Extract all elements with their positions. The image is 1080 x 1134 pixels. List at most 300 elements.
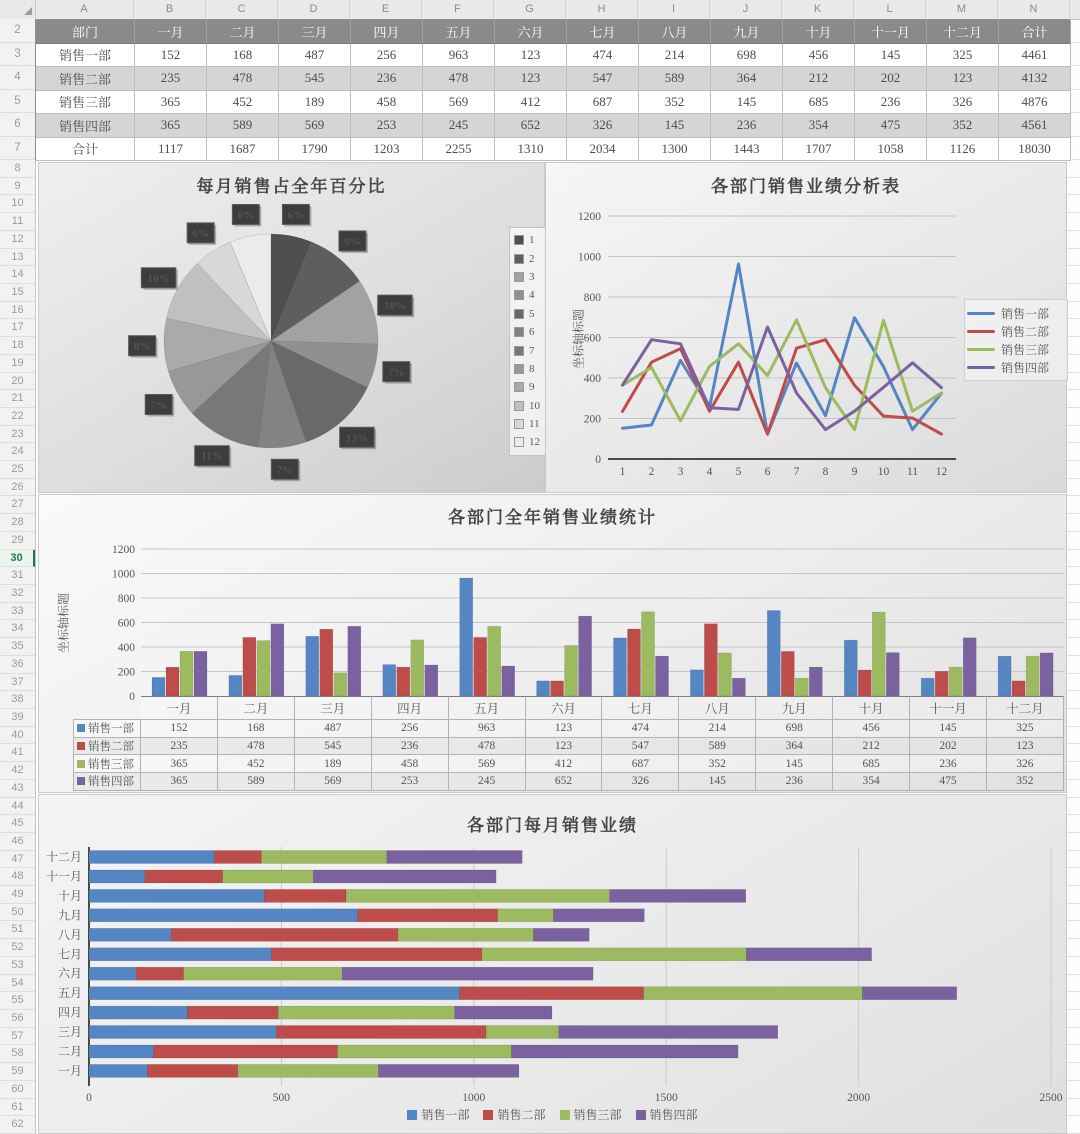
row-header-29[interactable]: 29 [0,532,35,550]
table-cell-dept[interactable]: 销售三部 [36,91,135,115]
row-header-28[interactable]: 28 [0,514,35,532]
value-cell[interactable]: 569 [449,755,526,773]
bar-销售二部-八月[interactable] [704,624,717,696]
stack-销售一部-九月[interactable] [89,909,358,922]
table-cell[interactable]: 1707 [783,138,855,162]
stack-销售一部-十月[interactable] [89,889,265,902]
legend-item[interactable] [967,340,1065,358]
table-header-cell[interactable]: 十月 [783,20,855,44]
stack-销售二部-一月[interactable] [148,1064,238,1077]
value-cell[interactable]: 547 [602,738,679,756]
table-cell[interactable]: 545 [279,67,351,91]
table-cell[interactable]: 1310 [495,138,567,162]
table-cell[interactable]: 326 [567,114,639,138]
bar-销售一部-六月[interactable] [537,681,550,696]
table-cell[interactable]: 236 [855,91,927,115]
bar-销售四部-八月[interactable] [732,678,745,696]
table-cell[interactable]: 145 [855,44,927,68]
table-header-cell[interactable]: 九月 [711,20,783,44]
value-cell[interactable]: 545 [295,738,372,756]
stack-销售二部-九月[interactable] [358,909,498,922]
bar-销售三部-八月[interactable] [718,653,731,696]
row-header-17[interactable]: 17 [0,319,35,337]
series-key-cell[interactable] [73,773,141,791]
table-header-cell[interactable]: 四月 [351,20,423,44]
table-cell[interactable]: 352 [639,91,711,115]
row-header-26[interactable]: 26 [0,479,35,497]
column-header-F[interactable]: F [422,0,494,18]
value-cell[interactable]: 364 [756,738,833,756]
table-cell[interactable]: 168 [207,44,279,68]
stack-销售四部-五月[interactable] [862,987,956,1000]
row-header-61[interactable]: 61 [0,1099,35,1117]
bar-chart[interactable] [38,494,1067,793]
row-header-9[interactable]: 9 [0,178,35,196]
value-cell[interactable]: 354 [833,773,910,791]
column-header-L[interactable]: L [854,0,926,18]
stack-销售二部-六月[interactable] [136,967,183,980]
bar-销售三部-十一月[interactable] [949,667,962,696]
stack-销售三部-五月[interactable] [644,987,863,1000]
row-header-43[interactable]: 43 [0,780,35,798]
row-header-57[interactable]: 57 [0,1028,35,1046]
table-cell[interactable]: 123 [495,67,567,91]
stack-销售二部-七月[interactable] [271,948,482,961]
legend-item[interactable] [967,322,1065,340]
value-cell[interactable]: 569 [295,773,372,791]
series-key-cell[interactable] [73,738,141,756]
stack-销售四部-七月[interactable] [746,948,871,961]
table-cell[interactable]: 235 [135,67,207,91]
table-cell[interactable]: 569 [279,114,351,138]
column-header-H[interactable]: H [566,0,638,18]
bar-销售四部-十二月[interactable] [1040,653,1053,696]
row-header-25[interactable]: 25 [0,461,35,479]
stack-销售三部-十二月[interactable] [261,851,386,864]
table-cell[interactable]: 1300 [639,138,711,162]
bar-销售二部-六月[interactable] [551,681,564,696]
table-cell[interactable]: 1443 [711,138,783,162]
series-key-cell[interactable] [73,720,141,738]
table-cell[interactable]: 354 [783,114,855,138]
stack-销售二部-五月[interactable] [460,987,644,1000]
table-header-cell[interactable]: 七月 [567,20,639,44]
table-cell[interactable]: 685 [783,91,855,115]
bar-销售二部-三月[interactable] [320,629,333,696]
row-header-14[interactable]: 14 [0,266,35,284]
row-header-52[interactable]: 52 [0,939,35,957]
bar-销售三部-五月[interactable] [488,626,501,696]
bar-销售三部-四月[interactable] [411,640,424,696]
row-header-39[interactable]: 39 [0,709,35,727]
value-cell[interactable]: 478 [218,738,295,756]
table-cell[interactable]: 1126 [927,138,999,162]
stack-销售四部-九月[interactable] [554,909,645,922]
table-cell-dept[interactable]: 销售一部 [36,44,135,68]
category-cell[interactable]: 一月 [141,696,218,720]
legend-item[interactable] [636,1106,698,1123]
table-cell[interactable]: 487 [279,44,351,68]
stack-销售三部-八月[interactable] [398,928,533,941]
bar-销售一部-一月[interactable] [152,677,165,696]
row-header-59[interactable]: 59 [0,1063,35,1081]
legend-item-3[interactable] [514,268,546,286]
row-header-7[interactable]: 7 [0,137,35,161]
value-cell[interactable]: 123 [987,738,1064,756]
stack-销售一部-七月[interactable] [89,948,271,961]
legend-item-4[interactable] [514,286,546,304]
legend-item[interactable] [407,1106,469,1123]
table-cell[interactable]: 478 [207,67,279,91]
stack-销售三部-十一月[interactable] [223,870,314,883]
stack-销售四部-十二月[interactable] [387,851,522,864]
column-header-K[interactable]: K [782,0,854,18]
stack-销售一部-八月[interactable] [89,928,171,941]
category-cell[interactable]: 二月 [218,696,295,720]
table-cell[interactable]: 456 [783,44,855,68]
row-header-36[interactable]: 36 [0,656,35,674]
legend-item-12[interactable] [514,433,546,451]
stacked-bar-chart[interactable] [38,794,1067,1134]
stack-销售二部-四月[interactable] [188,1006,279,1019]
value-cell[interactable]: 236 [910,755,987,773]
table-cell[interactable]: 256 [351,44,423,68]
stack-销售一部-二月[interactable] [89,1045,154,1058]
table-cell[interactable]: 364 [711,67,783,91]
stack-销售四部-一月[interactable] [378,1064,519,1077]
stack-销售四部-十一月[interactable] [313,870,496,883]
legend-item[interactable] [967,304,1065,322]
bar-销售一部-十月[interactable] [844,640,857,696]
table-cell[interactable]: 214 [639,44,711,68]
row-header-56[interactable]: 56 [0,1010,35,1028]
bar-销售一部-九月[interactable] [767,611,780,697]
bar-销售二部-十月[interactable] [858,670,871,696]
table-cell[interactable]: 478 [423,67,495,91]
column-header-A[interactable]: A [35,0,134,18]
value-cell[interactable]: 412 [526,755,603,773]
stack-销售一部-四月[interactable] [89,1006,188,1019]
table-cell[interactable]: 474 [567,44,639,68]
row-header-6[interactable]: 6 [0,113,35,137]
stack-销售三部-四月[interactable] [278,1006,454,1019]
value-cell[interactable]: 456 [833,720,910,738]
value-cell[interactable]: 145 [910,720,987,738]
table-cell[interactable]: 352 [927,114,999,138]
table-cell[interactable]: 687 [567,91,639,115]
row-header-5[interactable]: 5 [0,90,35,114]
bar-销售二部-九月[interactable] [781,651,794,696]
line-chart[interactable] [545,162,1067,493]
value-cell[interactable]: 152 [141,720,218,738]
table-cell[interactable]: 145 [639,114,711,138]
legend-item-8[interactable] [514,360,546,378]
bar-销售一部-三月[interactable] [306,636,319,696]
table-header-cell[interactable]: 十二月 [927,20,999,44]
value-cell[interactable]: 698 [756,720,833,738]
column-header-B[interactable]: B [134,0,206,18]
table-cell[interactable]: 1790 [279,138,351,162]
table-cell[interactable]: 326 [927,91,999,115]
value-cell[interactable]: 145 [679,773,756,791]
table-header-cell[interactable]: 十一月 [855,20,927,44]
row-header-42[interactable]: 42 [0,762,35,780]
table-cell-total[interactable]: 4876 [999,91,1071,115]
value-cell[interactable]: 245 [449,773,526,791]
row-header-53[interactable]: 53 [0,957,35,975]
value-cell[interactable]: 253 [372,773,449,791]
row-header-46[interactable]: 46 [0,833,35,851]
table-header-cell[interactable]: 二月 [207,20,279,44]
column-header-C[interactable]: C [206,0,278,18]
stack-销售三部-九月[interactable] [498,909,554,922]
column-header-J[interactable]: J [710,0,782,18]
table-cell[interactable]: 152 [135,44,207,68]
bar-销售四部-十月[interactable] [886,653,899,696]
row-header-33[interactable]: 33 [0,603,35,621]
value-cell[interactable]: 325 [987,720,1064,738]
row-header-58[interactable]: 58 [0,1045,35,1063]
row-header-51[interactable]: 51 [0,921,35,939]
row-header-31[interactable]: 31 [0,567,35,585]
table-cell[interactable]: 475 [855,114,927,138]
category-cell[interactable]: 十二月 [987,696,1064,720]
row-header-19[interactable]: 19 [0,355,35,373]
stack-销售二部-二月[interactable] [154,1045,338,1058]
row-header-55[interactable]: 55 [0,992,35,1010]
bar-销售四部-三月[interactable] [348,626,361,696]
bar-销售二部-十一月[interactable] [935,671,948,696]
stack-销售一部-五月[interactable] [89,987,460,1000]
value-cell[interactable]: 189 [295,755,372,773]
row-header-20[interactable]: 20 [0,373,35,391]
stack-销售四部-六月[interactable] [342,967,593,980]
table-cell[interactable]: 123 [927,67,999,91]
stack-销售三部-六月[interactable] [184,967,343,980]
row-header-22[interactable]: 22 [0,408,35,426]
table-cell[interactable]: 365 [135,91,207,115]
row-header-49[interactable]: 49 [0,886,35,904]
value-cell[interactable]: 652 [526,773,603,791]
value-cell[interactable]: 236 [756,773,833,791]
stack-销售一部-六月[interactable] [89,967,136,980]
category-cell[interactable]: 十月 [833,696,910,720]
table-cell-dept[interactable]: 合计 [36,138,135,162]
table-cell[interactable]: 458 [351,91,423,115]
row-header-27[interactable]: 27 [0,496,35,514]
row-header-47[interactable]: 47 [0,851,35,869]
value-cell[interactable]: 687 [602,755,679,773]
row-header-13[interactable]: 13 [0,249,35,267]
row-header-18[interactable]: 18 [0,337,35,355]
value-cell[interactable]: 326 [987,755,1064,773]
row-header-2[interactable]: 2 [0,19,35,43]
value-cell[interactable]: 352 [679,755,756,773]
table-cell[interactable]: 452 [207,91,279,115]
legend-item-6[interactable] [514,323,546,341]
bar-销售四部-十一月[interactable] [963,638,976,696]
row-header-12[interactable]: 12 [0,231,35,249]
table-cell[interactable]: 2255 [423,138,495,162]
table-cell[interactable]: 123 [495,44,567,68]
table-cell-total[interactable]: 18030 [999,138,1071,162]
table-header-cell[interactable]: 合计 [999,20,1071,44]
value-cell[interactable]: 458 [372,755,449,773]
value-cell[interactable]: 963 [449,720,526,738]
row-header-15[interactable]: 15 [0,284,35,302]
stack-销售二部-三月[interactable] [276,1026,486,1039]
row-header-32[interactable]: 32 [0,585,35,603]
value-cell[interactable]: 685 [833,755,910,773]
table-cell[interactable]: 202 [855,67,927,91]
row-header-62[interactable]: 62 [0,1116,35,1134]
select-all-corner[interactable] [0,0,36,18]
category-cell[interactable]: 八月 [679,696,756,720]
legend-item-11[interactable] [514,415,546,433]
value-cell[interactable]: 365 [141,755,218,773]
row-header-54[interactable]: 54 [0,975,35,993]
row-header-45[interactable]: 45 [0,815,35,833]
bar-销售一部-二月[interactable] [229,675,242,696]
row-header-38[interactable]: 38 [0,691,35,709]
value-cell[interactable]: 474 [602,720,679,738]
table-cell[interactable]: 236 [351,67,423,91]
row-header-48[interactable]: 48 [0,868,35,886]
value-cell[interactable]: 236 [372,738,449,756]
bar-销售三部-十月[interactable] [872,612,885,696]
stack-销售三部-二月[interactable] [338,1045,512,1058]
bar-销售二部-五月[interactable] [474,637,487,696]
legend-item[interactable] [560,1106,622,1123]
table-header-cell[interactable]: 一月 [135,20,207,44]
table-cell[interactable]: 589 [207,114,279,138]
table-cell[interactable]: 145 [711,91,783,115]
table-cell[interactable]: 589 [639,67,711,91]
column-header-D[interactable]: D [278,0,350,18]
table-cell-dept[interactable]: 销售四部 [36,114,135,138]
bar-销售三部-九月[interactable] [795,678,808,696]
stack-销售四部-十月[interactable] [610,889,746,902]
value-cell[interactable]: 235 [141,738,218,756]
bar-销售四部-四月[interactable] [425,665,438,696]
table-header-cell[interactable]: 八月 [639,20,711,44]
column-header-G[interactable]: G [494,0,566,18]
stack-销售三部-七月[interactable] [482,948,746,961]
row-header-50[interactable]: 50 [0,904,35,922]
table-cell-total[interactable]: 4132 [999,67,1071,91]
value-cell[interactable]: 478 [449,738,526,756]
bar-销售四部-六月[interactable] [579,616,592,696]
table-header-cell[interactable]: 部门 [36,20,135,44]
value-cell[interactable]: 123 [526,720,603,738]
bar-销售四部-九月[interactable] [809,667,822,696]
row-header-21[interactable]: 21 [0,390,35,408]
value-cell[interactable]: 145 [756,755,833,773]
legend-item-9[interactable] [514,378,546,396]
row-header-3[interactable]: 3 [0,43,35,67]
table-cell-dept[interactable]: 销售二部 [36,67,135,91]
stack-销售二部-十一月[interactable] [145,870,223,883]
legend-item-1[interactable] [514,231,546,249]
value-cell[interactable]: 256 [372,720,449,738]
stack-销售四部-八月[interactable] [533,928,589,941]
row-header-10[interactable]: 10 [0,195,35,213]
value-cell[interactable]: 475 [910,773,987,791]
stack-销售四部-四月[interactable] [455,1006,552,1019]
table-header-cell[interactable]: 五月 [423,20,495,44]
row-header-41[interactable]: 41 [0,744,35,762]
bar-销售二部-一月[interactable] [166,667,179,696]
line-series-销售三部[interactable] [623,320,942,430]
table-cell[interactable]: 1058 [855,138,927,162]
row-header-60[interactable]: 60 [0,1081,35,1099]
stack-销售二部-十月[interactable] [265,889,347,902]
stack-销售四部-三月[interactable] [559,1026,778,1039]
table-cell[interactable]: 698 [711,44,783,68]
row-header-37[interactable]: 37 [0,674,35,692]
stack-销售三部-一月[interactable] [238,1064,379,1077]
value-cell[interactable]: 168 [218,720,295,738]
legend-item-2[interactable] [514,249,546,267]
bar-销售四部-二月[interactable] [271,624,284,696]
legend-item[interactable] [967,358,1065,376]
stack-销售二部-十二月[interactable] [214,851,261,864]
value-cell[interactable]: 202 [910,738,987,756]
bar-销售一部-十一月[interactable] [921,678,934,696]
table-header-cell[interactable]: 三月 [279,20,351,44]
bar-销售三部-十二月[interactable] [1026,656,1039,696]
table-header-cell[interactable]: 六月 [495,20,567,44]
category-cell[interactable]: 十一月 [910,696,987,720]
value-cell[interactable]: 589 [679,738,756,756]
bar-销售一部-五月[interactable] [460,578,473,696]
bar-销售二部-二月[interactable] [243,637,256,696]
row-header-34[interactable]: 34 [0,620,35,638]
value-cell[interactable]: 365 [141,773,218,791]
row-header-30[interactable]: 30 [0,550,35,568]
table-cell[interactable]: 547 [567,67,639,91]
table-cell[interactable]: 253 [351,114,423,138]
row-header-44[interactable]: 44 [0,798,35,816]
value-cell[interactable]: 214 [679,720,756,738]
table-cell[interactable]: 325 [927,44,999,68]
category-cell[interactable]: 四月 [372,696,449,720]
row-header-16[interactable]: 16 [0,302,35,320]
table-cell[interactable]: 963 [423,44,495,68]
bar-销售三部-六月[interactable] [565,646,578,697]
stack-销售三部-三月[interactable] [486,1026,559,1039]
bar-销售四部-七月[interactable] [656,656,669,696]
stack-销售四部-二月[interactable] [512,1045,739,1058]
legend-item-10[interactable] [514,397,546,415]
row-header-11[interactable]: 11 [0,213,35,231]
series-key-cell[interactable] [73,755,141,773]
row-header-8[interactable]: 8 [0,160,35,178]
category-cell[interactable]: 三月 [295,696,372,720]
table-cell[interactable]: 1687 [207,138,279,162]
category-cell[interactable]: 六月 [526,696,603,720]
column-header-M[interactable]: M [926,0,998,18]
bar-销售二部-十二月[interactable] [1012,681,1025,696]
category-cell[interactable]: 五月 [449,696,526,720]
bar-销售一部-八月[interactable] [690,670,703,696]
column-header-E[interactable]: E [350,0,422,18]
column-header-I[interactable]: I [638,0,710,18]
table-cell[interactable]: 1203 [351,138,423,162]
stack-销售一部-十二月[interactable] [89,851,214,864]
bar-销售三部-三月[interactable] [334,673,347,696]
legend-item-7[interactable] [514,341,546,359]
